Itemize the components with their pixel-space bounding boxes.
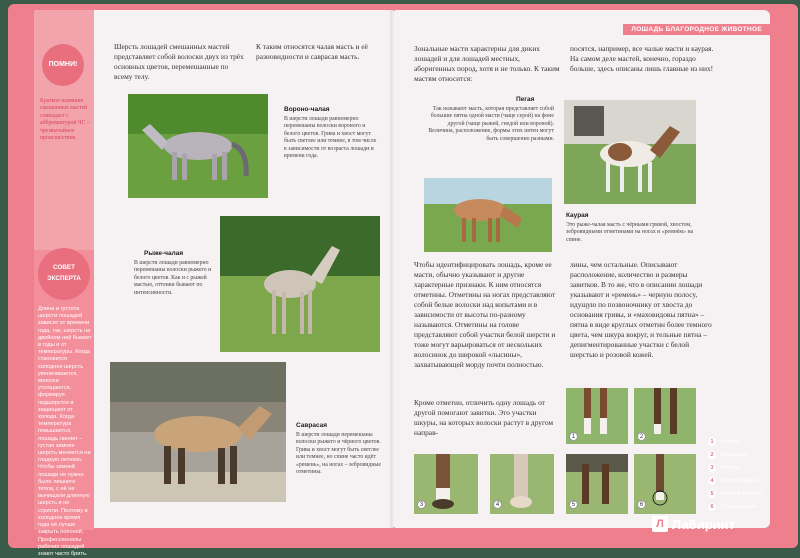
legend-item-5: [708, 490, 764, 498]
leg-photo-3-number: 3: [417, 500, 426, 509]
section-header: ЛОШАДЬ БЛАГОРОДНОЕ ЖИВОТНОЕ: [623, 24, 770, 35]
legend-item-2: [708, 451, 749, 459]
remember-badge: ПОМНИ!: [42, 44, 84, 86]
legend-label: «Носки»: [720, 465, 743, 471]
legend-num: 2: [708, 451, 716, 459]
pegaya-text: Так называют масть, которая представляет собой большие пятна одной масти (чаще серой) на фоне другой (чаще рыжей, гнедой или вороной). Величина, расположение, формы этих пятен могут быть совершенно разными.: [428, 106, 554, 142]
right-col1-bottom: Кроме отметин, отличить одну лошадь от другой помогают завитки. Это участки шкуры, на которых волоски растут в другом направ-: [414, 398, 554, 437]
leg-photo-5-number: 5: [569, 500, 578, 509]
legend-item-4: [708, 477, 760, 485]
right-col2-top: посятся, например, все чалые масти и каурая. На самом деле мастей, конечно, гораздо больше, здесь описаны лишь главные из них!: [570, 44, 714, 73]
kauraya-caption: Каурая: [566, 212, 589, 219]
legend-item-6: [708, 503, 757, 511]
pegaya-caption: Пегая: [516, 96, 535, 103]
legend-label: «Польфы»: [720, 452, 750, 458]
legend-item-1: [708, 438, 742, 446]
kauraya-text: Это рыже-чалая масть с чёрными гривой, хвостом, зебровидными отметинами на ногах и «ремнём» на спине.: [566, 222, 694, 243]
horse-photo-ryzhechalaya: [220, 216, 380, 352]
intro-text: Шерсть лошадей смешанных мастей представляет собой волоски двух из трёх основных цветов, перемешанные по всему телу.: [114, 42, 244, 81]
legend-num: 6: [708, 503, 716, 511]
ryzhechalaya-text: В шерсти лошади равномерно перемешаны волоски рыжего и белого цветов. Как и с рыжей мастью, оттенки бывают по интенсивности.: [134, 260, 212, 296]
legend-num: 3: [708, 464, 716, 472]
labirint-logo-icon: Л: [652, 516, 668, 532]
voronochalaya-caption: Вороно-чалая: [284, 106, 330, 113]
savrasaya-caption: Саврасая: [296, 422, 328, 429]
expert-text: Длина и густота шерсти лошадей зависит от времени года, так, шерсть на двойном ней бывает в годы и от температуры. Когда становится холоднее шерсть увеличивается, волоски утолщаются, формируя подшерсток и защищают от холода. Когда температура повышается, лошадь линяет – густая зимняя шерсть меняется на гладкую летнюю. Чтобы зимней лошади не нужно было лишнего тепла, с её не вычищали длинную шерсть и не стригли. Поэтому в холодное время года её лучше закрыть попоной. Профессионалы рабочих лошадей знают часто брить.: [38, 306, 92, 557]
remember-note: Краткое название смешанных мастей совпадает с аббревиатурой ЧС – чрезвычайное происшествие.: [40, 98, 90, 142]
legend-label: «Белая бабка»: [720, 478, 761, 484]
leg-photo-4-number: 4: [493, 500, 502, 509]
horse-photo-savrasaya: [110, 362, 286, 502]
legend-num: 5: [708, 490, 716, 498]
leg-photo-2-number: 2: [637, 432, 646, 441]
leg-photo-6-number: 6: [637, 500, 646, 509]
left-page: [34, 10, 394, 557]
legend-num: 4: [708, 477, 716, 485]
expert-badge: [38, 248, 90, 300]
leg-photo-1-number: 1: [569, 432, 578, 441]
voronochalaya-text: В шерсти лошади равномерно перемешаны волоски вороного и белого цветов. Грива и хвост могут быть светлее или темнее, в том числе в зависимости от возраста лошади и времени года.: [284, 116, 377, 160]
legend-num: 1: [708, 438, 716, 446]
right-col1-top: Зональные масти характерны для диких лошадей и для лошадей местных, аборигенных пород, хотя и не только. К таким мастям относится:: [414, 44, 560, 83]
right-col1-mid: Чтобы идентифицировать лошадь, кроме ее масти, обычно указывают и другие характерные признаки. К ним относятся отметины. Отметины на ногах представляют собой белые волоски над копытами и в зависимости от высоты по-разному называются. Отметины на голове представляют собой участки белой шерсти и тоже могут варьироваться от нескольких волосинок до широкой «лысины», захватывающей морду почти полностью.: [414, 260, 556, 369]
watermark: [652, 516, 735, 532]
horse-photo-kauraya-small: [424, 178, 552, 252]
expert-badge-label: СОВЕТ ЭКСПЕРТА: [47, 264, 81, 282]
watermark-text: Лабиринт: [672, 516, 735, 532]
legend-item-3: [708, 464, 743, 472]
horse-photo-pegaya: [564, 100, 696, 204]
savrasaya-text: В шерсти лошади перемешаны волоски рыжего и чёрного цветов. Грива и хвост могут быть светлее или темнее, но спине часто идёт «ремень», на ногах – зебровидные отметины.: [296, 432, 381, 476]
right-col2-mid: лины, чем остальные. Описывают расположение, количество и размеры завитков. В то же, что в описании лошади указывают и «ремень» – черную полосу, идущую по позвоночнику от хвоста до основания гривы, и «маховидовы пятна» – пятна в виде круглых отметин более темного цвета, чем шкура вокруг, и тельные пятна – депигментированные участки с белой шерстью и розовой кожей.: [570, 260, 712, 359]
legend-label: «Белый венчик»: [720, 491, 764, 497]
horse-photo-voronochalaya: [128, 94, 268, 198]
intro-text-right: К таким относятся чалая масть и её разновидности и саврасая масть.: [256, 42, 368, 61]
legend-label: «Чулки»: [720, 439, 743, 445]
ryzhechalaya-caption: Рыже-чалая: [144, 250, 184, 257]
legend-label: «След носка»: [720, 504, 758, 510]
